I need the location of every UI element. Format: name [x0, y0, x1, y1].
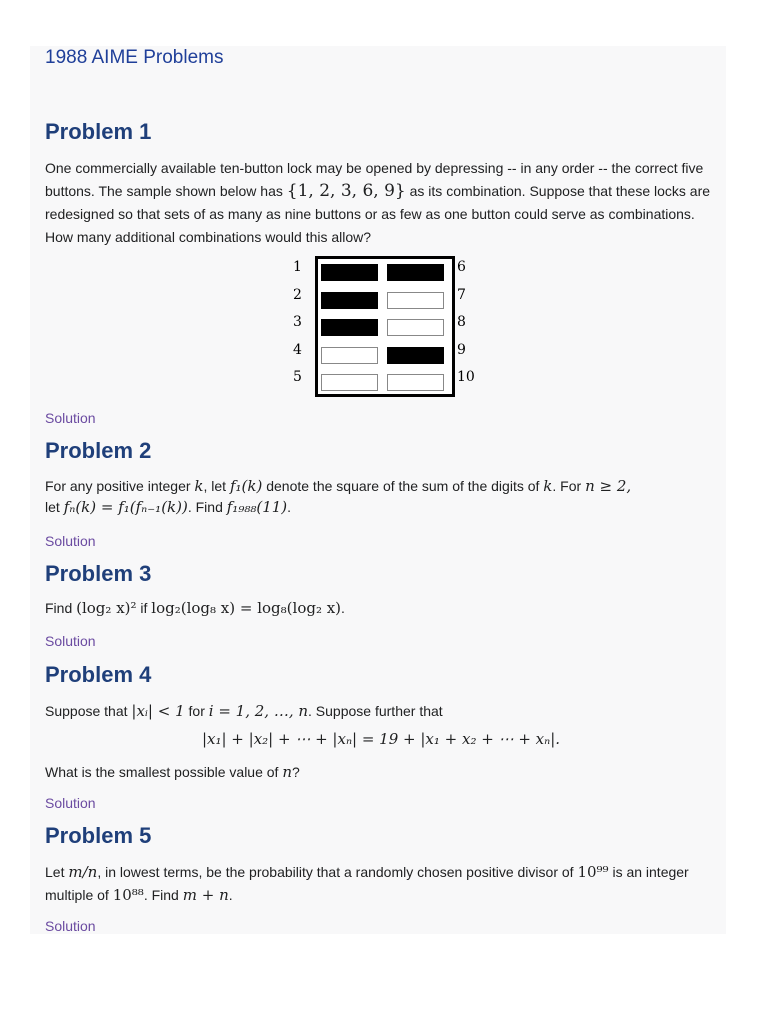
- problem-3-solution-link[interactable]: Solution: [45, 633, 96, 649]
- problem-5-solution-link[interactable]: Solution: [45, 918, 96, 934]
- problem-2-text: For any positive integer k, let f₁(k) denote the square of the sum of the digits of k. For n ≥ 2, let fₙ(k) = f₁(fₙ₋₁(k)). Find f₁₉₈₈(11).: [45, 477, 632, 516]
- problem-4-solution-link[interactable]: Solution: [45, 795, 96, 811]
- problem-4-display-equation: |x₁| + |x₂| + ⋯ + |xₙ| = 19 + |x₁ + x₂ + ⋯ + xₙ|.: [201, 730, 561, 748]
- problem-1-text: One commercially available ten-button lock may be opened by depressing -- in any order -- the correct five buttons. The sample shown below has {1, 2, 3, 6, 9} as its combination. Suppose that these locks are redesigned so that sets of as many as nine buttons or as few as one button could serve as combinations. How many additional combinations would this allow?: [45, 160, 711, 245]
- problem-4-heading: Problem 4: [45, 662, 152, 687]
- lock-button-6: [387, 264, 444, 281]
- lock-button-8: [387, 319, 444, 336]
- lock-button-7: [387, 292, 444, 309]
- lock-label-10: 10: [457, 369, 475, 385]
- problem-1-solution-link[interactable]: Solution: [45, 410, 96, 426]
- lock-button-1: [321, 264, 378, 281]
- lock-label-6: 6: [457, 259, 466, 275]
- problem-3-heading: Problem 3: [45, 561, 152, 586]
- problem-5-heading: Problem 5: [45, 823, 152, 848]
- problem-5-text: Let m/n, in lowest terms, be the probability that a randomly chosen positive divisor of 10⁹⁹ is an integer multiple of 10⁸⁸. Find m + n.: [45, 863, 689, 904]
- lock-label-4: 4: [293, 341, 302, 358]
- lock-button-3: [321, 319, 378, 336]
- problem-2-heading: Problem 2: [45, 438, 152, 463]
- problem-2-solution-link[interactable]: Solution: [45, 533, 96, 549]
- lock-button-10: [387, 374, 444, 391]
- lock-label-5: 5: [293, 369, 302, 385]
- lock-button-9: [387, 347, 444, 364]
- problem-1-heading: Problem 1: [45, 119, 152, 144]
- lock-label-3: 3: [293, 314, 302, 330]
- lock-button-5: [321, 374, 378, 391]
- lock-label-9: 9: [457, 341, 466, 358]
- problem-4-question: What is the smallest possible value of n?: [45, 763, 300, 781]
- lock-label-8: 8: [457, 314, 466, 330]
- lock-label-1: 1: [293, 259, 302, 275]
- lock-button-4: [321, 347, 378, 364]
- lock-frame: [315, 256, 455, 397]
- page-title: 1988 AIME Problems: [45, 47, 224, 68]
- problem-3-text: Find (log₂ x)² if log₂(log₈ x) = log₈(log₂ x).: [45, 599, 345, 617]
- problem-4-text: Suppose that |xᵢ| < 1 for i = 1, 2, …, n. Suppose further that: [45, 702, 443, 720]
- lock-label-2: 2: [293, 286, 302, 303]
- lock-button-2: [321, 292, 378, 309]
- lock-label-7: 7: [457, 286, 466, 303]
- lock-figure: [293, 254, 483, 400]
